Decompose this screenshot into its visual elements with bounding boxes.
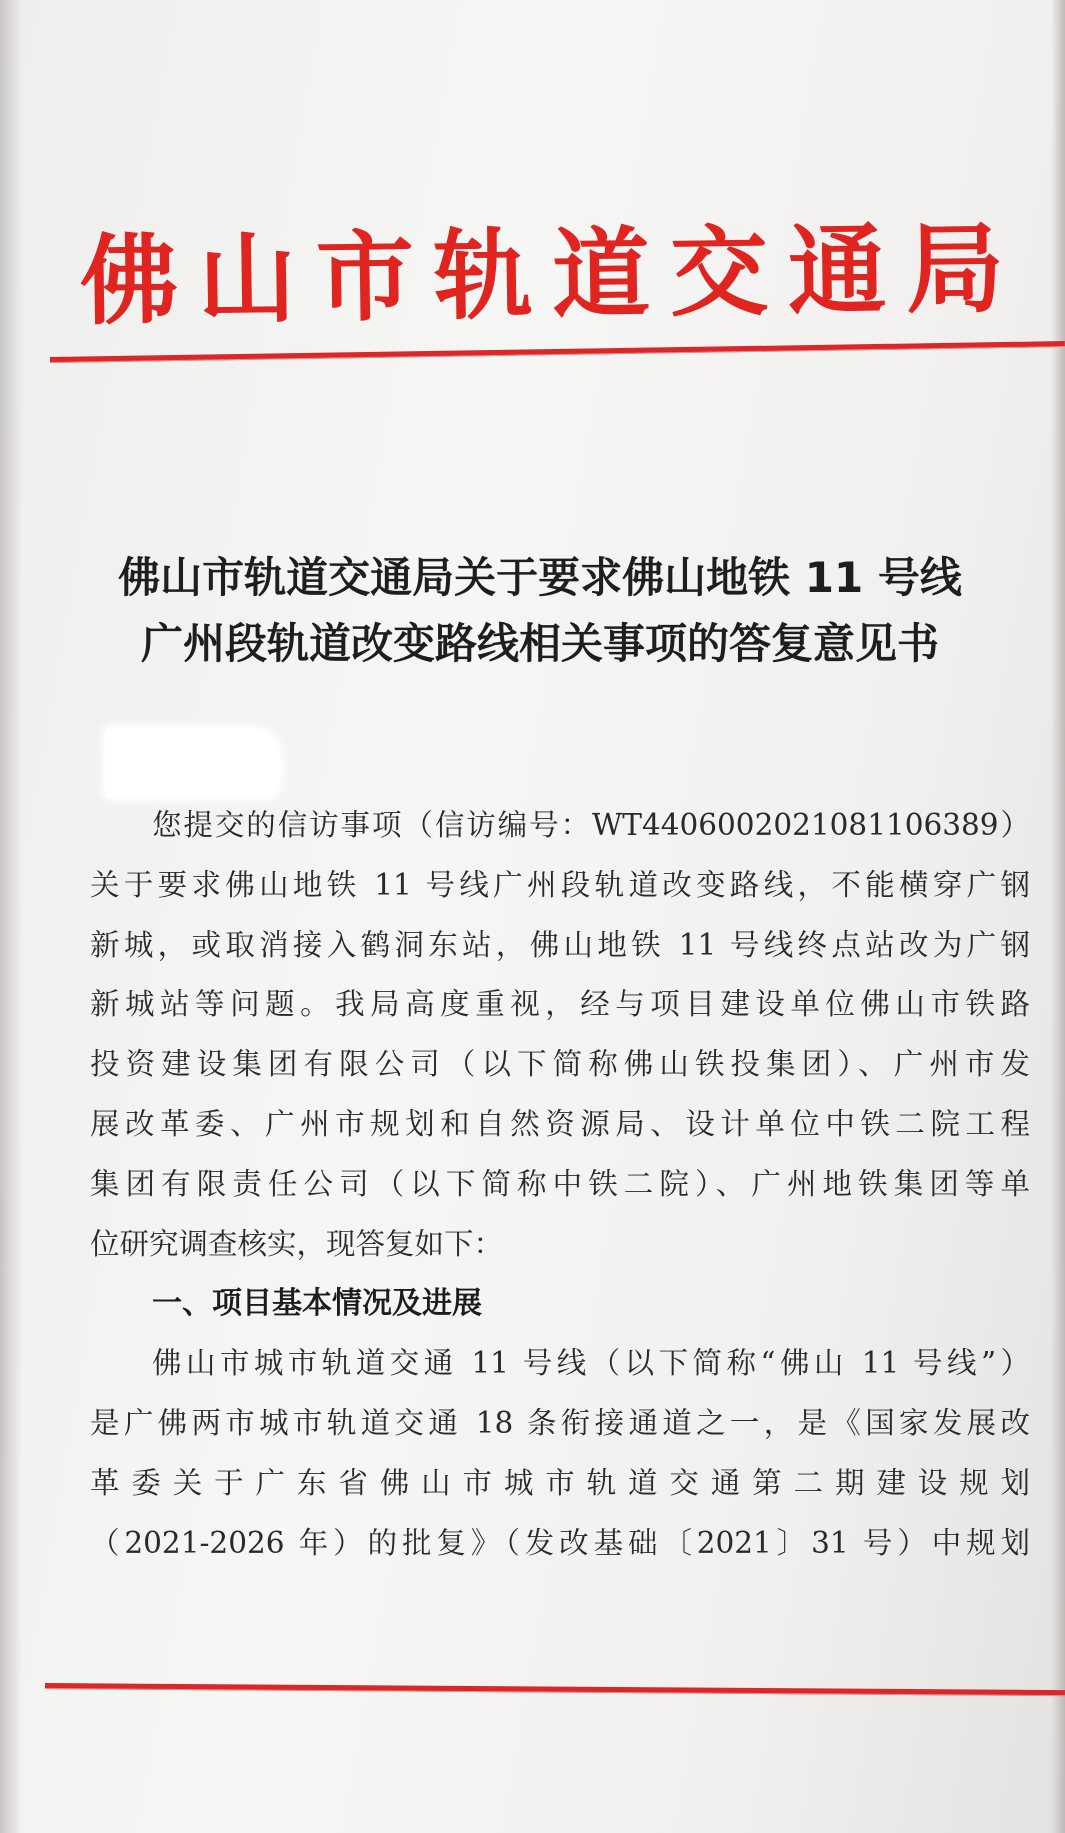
body-line: 是广佛两市城市轨道交通 18 条衔接通道之一，是《国家发展改 — [90, 1405, 1030, 1440]
body-line: 革委关于广东省佛山市城市轨道交通第二期建设规划 — [90, 1465, 1030, 1500]
body-line: 集团有限责任公司（以下简称中铁二院）、广州地铁集团等单 — [90, 1166, 1030, 1201]
document-title — [60, 545, 1020, 677]
redacted-addressee — [105, 728, 280, 798]
body-line: 展改革委、广州市规划和自然资源局、设计单位中铁二院工程 — [90, 1106, 1030, 1141]
page-right-shadow — [1051, 0, 1065, 1833]
body-line: 佛山市城市轨道交通 11 号线（以下简称“佛山 11 号线”） — [152, 1346, 1030, 1381]
body-line: 新城，或取消接入鹤洞东站，佛山地铁 11 号线终点站改为广钢 — [90, 927, 1030, 962]
body-line: （2021-2026 年）的批复》（发改基础〔2021〕31 号）中规划 — [90, 1525, 1030, 1560]
masthead-title: 佛山市轨道交通局 — [79, 211, 1025, 340]
body-line: 您提交的信访事项（信访编号：WT4406002021081106389） — [152, 808, 1030, 842]
document-body — [90, 796, 1030, 1573]
masthead-red-rule — [50, 341, 1065, 363]
body-line: 位研究调查核实，现答复如下： — [90, 1226, 504, 1261]
footer-red-rule — [45, 1683, 1065, 1696]
body-line: 关于要求佛山地铁 11 号线广州段轨道改变路线，不能横穿广钢 — [90, 867, 1030, 902]
document-title-line-2: 广州段轨道改变路线相关事项的答复意见书 — [140, 619, 939, 668]
body-line: 投资建设集团有限公司（以下简称佛山铁投集团）、广州市发 — [90, 1047, 1030, 1082]
section-heading: 一、项目基本情况及进展 — [152, 1286, 482, 1322]
body-line: 新城站等问题。我局高度重视，经与项目建设单位佛山市铁路 — [90, 987, 1030, 1022]
page-left-shadow — [0, 0, 22, 1833]
document-title-line-1: 佛山市轨道交通局关于要求佛山地铁 11 号线 — [118, 553, 962, 602]
